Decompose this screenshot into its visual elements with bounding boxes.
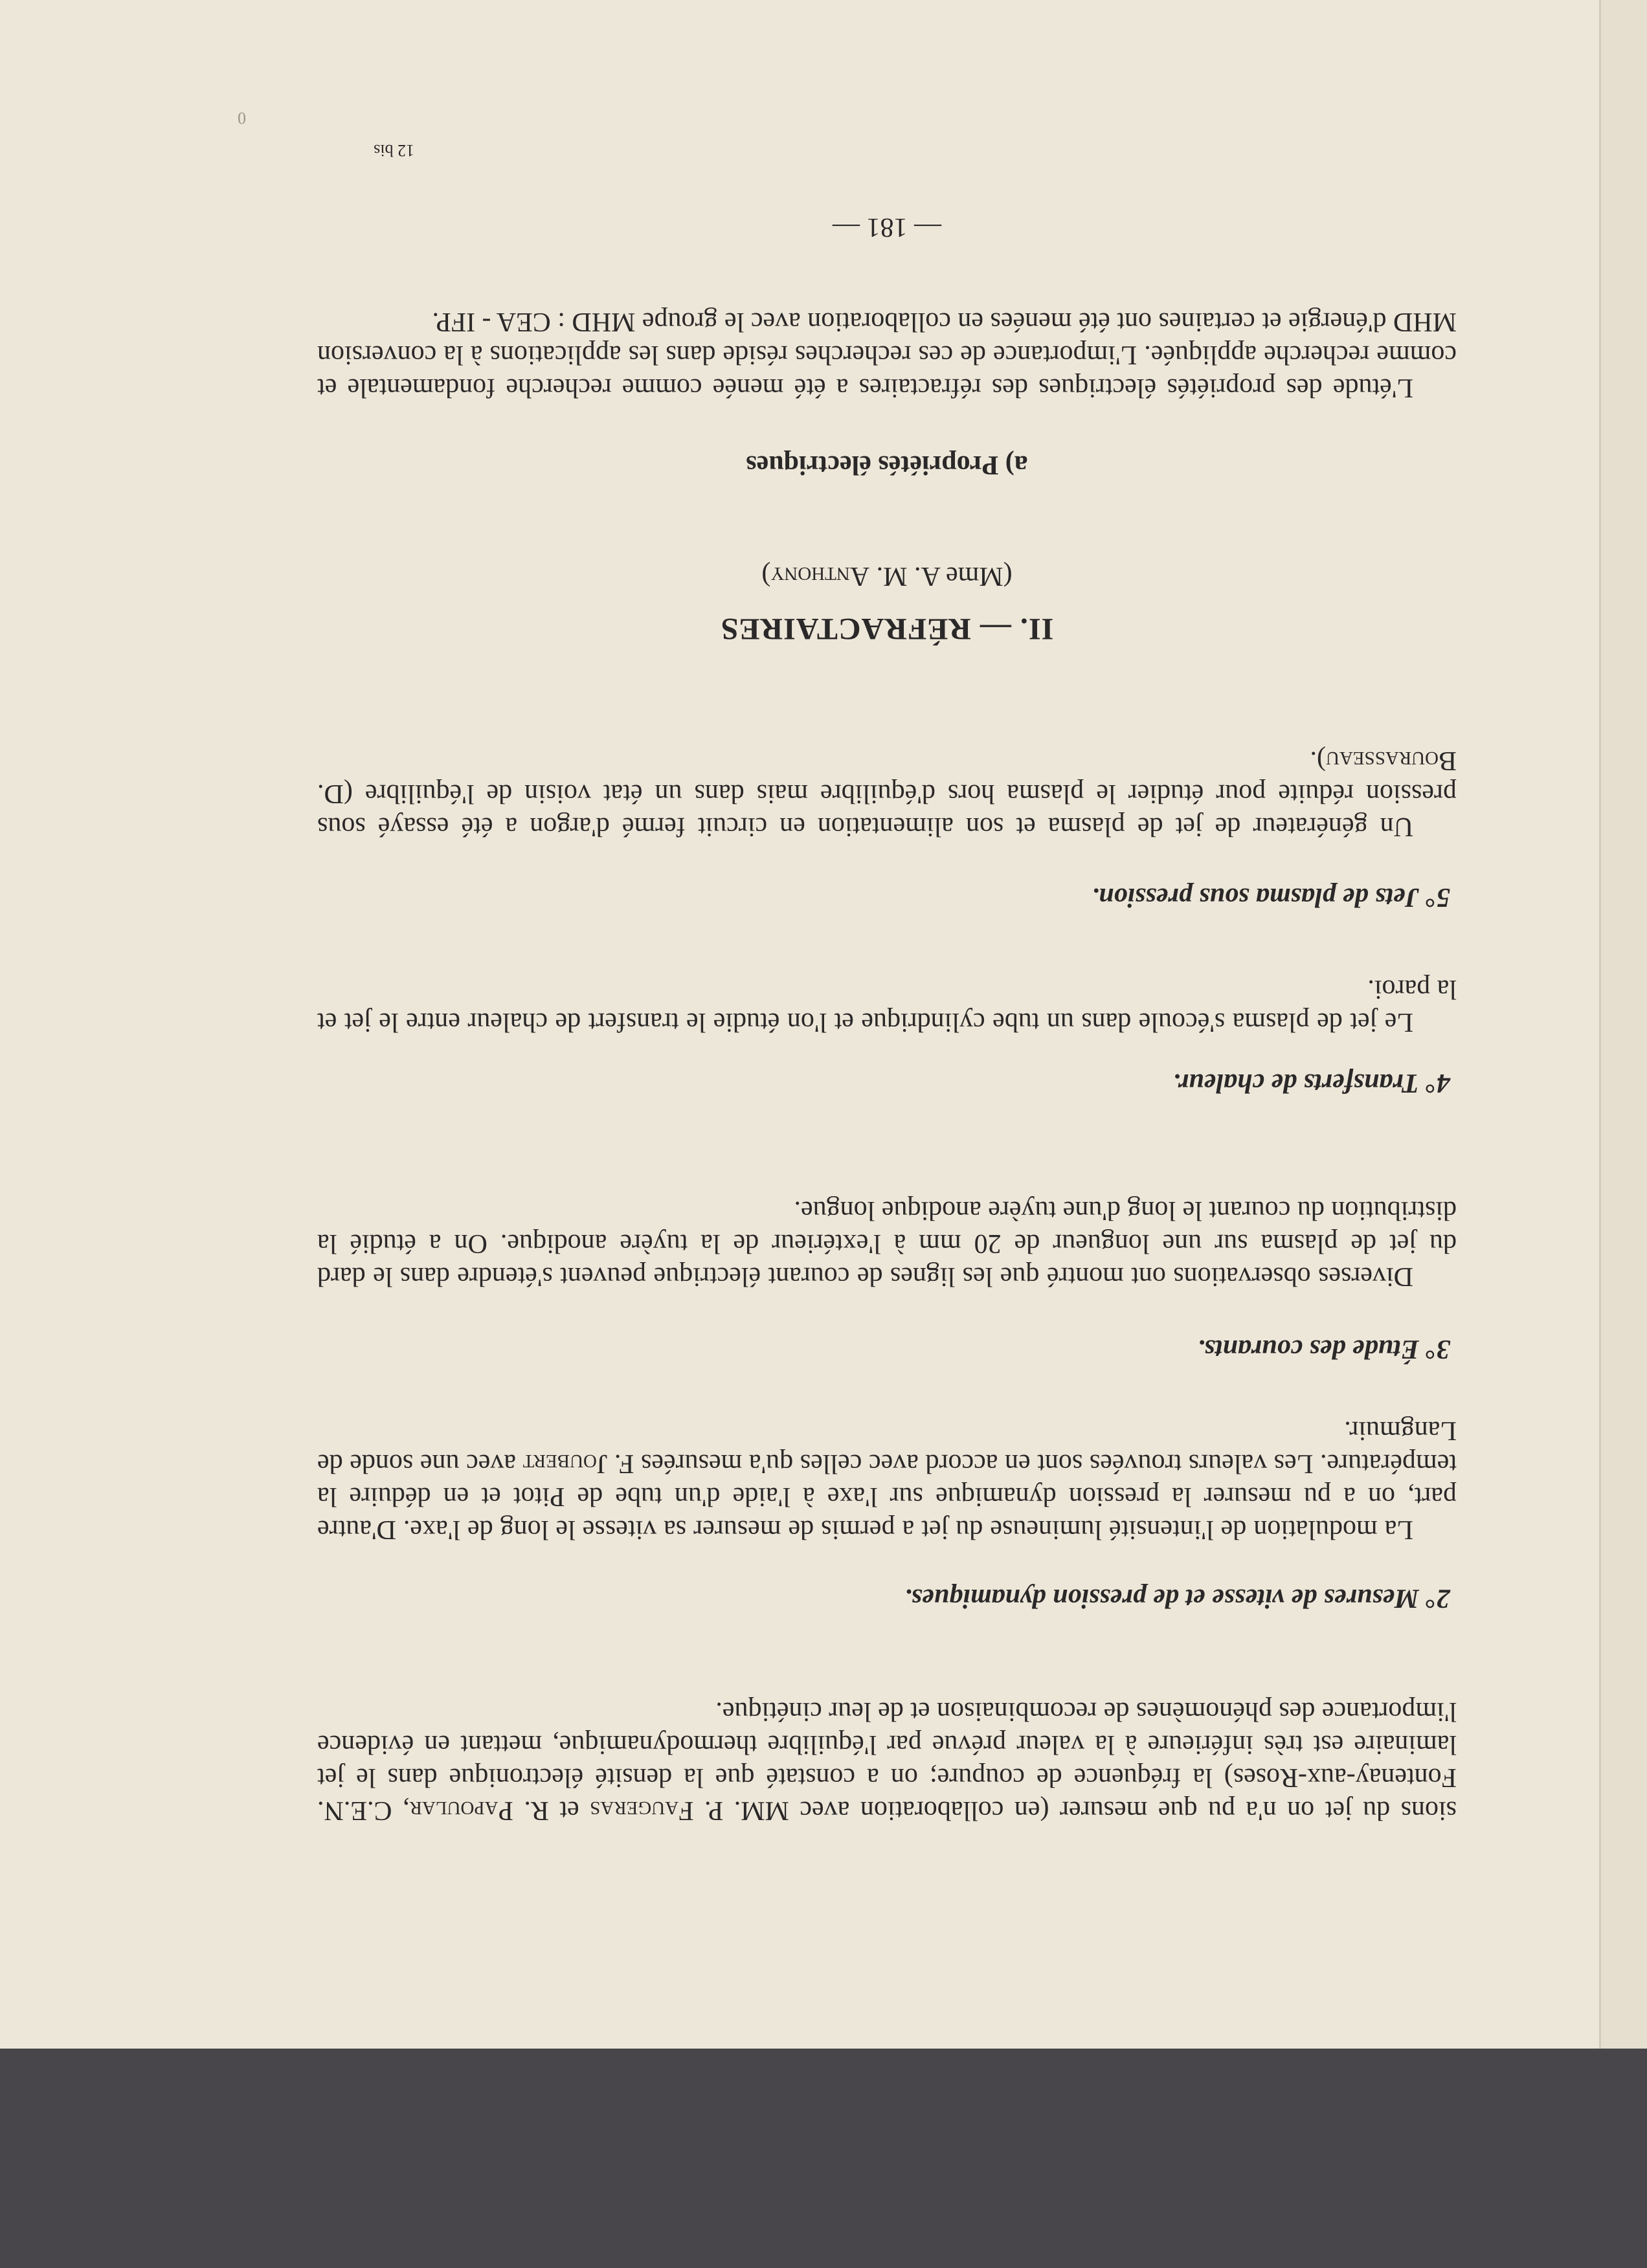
text: Un générateur de jet de plasma et son alimentation en circuit fermé d'argon a été essayé sous pression réduite pour étudier le plasma hors d'équilibre mais dans un état voisin de l'équilibre (D. — [317, 779, 1457, 841]
folio-note: 12 bis — [374, 141, 414, 160]
heading-courants: 3° Étude des courants. — [1197, 1334, 1450, 1364]
text: et R. — [513, 1796, 590, 1825]
heading-transferts: 4° Transferts de chaleur. — [1172, 1068, 1450, 1098]
text: La modulation de l'intensité lumineuse du jet a permis de mesurer sa vitesse le long de l'axe. D'autre part, on a pu mesurer la pression dynamique sur l'axe à l'aide d'un tube de Pitot et en déduire la température. Les valeurs trouvées sont en accord avec celles qu'a mesurées F. — [317, 1449, 1457, 1544]
text: avec une sonde de Langmuir. — [317, 1416, 1457, 1478]
author-name: Joubert — [522, 1449, 608, 1478]
paragraph-transferts: Le jet de plasma s'écoule dans un tube cylindrique et l'on étudie le transfert de chaleur entre le jet et la paroi. — [317, 974, 1457, 1037]
paragraph-proprietes: L'étude des propriétés électriques des réfractaires a été menée comme recherche fondamentale et comme recherche appliquée. L'importance de ces recherches réside dans les applications à la conversion MHD d'énergie et certaines ont été menées en collaboration avec le groupe MHD : CEA - IFP. — [317, 307, 1457, 403]
page-edge — [1599, 0, 1647, 2049]
text: sions du jet on n'a pu que mesurer (en collaboration avec MM. P. — [693, 1796, 1457, 1825]
paragraph-courants: Diverses observations ont montré que les lignes de courant électrique peuvent s'étendre dans le dard du jet de plasma sur une longueur de 20 mm à l'extérieur de la tuyère anodique. On a étudié la distribution du courant le long d'une tuyère anodique longue. — [317, 1195, 1457, 1291]
author-name: Faugeras — [590, 1796, 694, 1825]
section-title: II. — RÉFRACTAIRES — [720, 612, 1054, 646]
author-name: Bourasseau — [1325, 746, 1457, 775]
page-number: — 181 — — [833, 212, 941, 242]
text: ). — [1310, 746, 1326, 775]
text: (Mme A. M. — [869, 561, 1013, 591]
heading-vitesse-pression: 2° Mesures de vitesse et de pression dynamiques. — [904, 1583, 1450, 1613]
heading-jets-pression: 5° Jets de plasma sous pression. — [1092, 882, 1450, 912]
pencil-mark: 0 — [238, 109, 246, 128]
paragraph-jet-measurements — [317, 1695, 1457, 1827]
paragraph-vitesse — [317, 1414, 1457, 1546]
text: , C.E.N. Fontenay-aux-Roses) la fréquence de coupure; on a constaté que la densité électronique dans le jet laminaire est très inférieure à la valeur prévue par l'équilibre thermodynamique, mettant en évidence l'importance des phénomènes de recombinaison et de leur cinétique. — [317, 1696, 1457, 1825]
subsection-title: a) Propriétés électriques — [746, 450, 1028, 480]
author-name: Anthony — [770, 561, 870, 591]
paragraph-jets-pression — [317, 744, 1457, 843]
author-name: Papoular — [409, 1796, 513, 1825]
section-author — [317, 559, 1457, 592]
text: ) — [761, 561, 771, 591]
